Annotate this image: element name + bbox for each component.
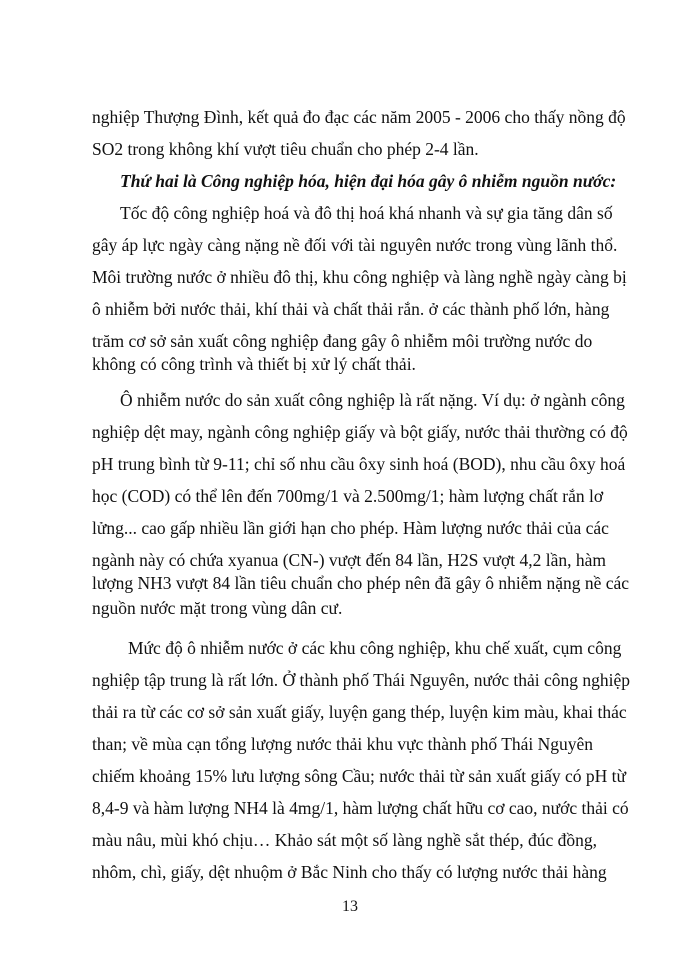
text-line: SO2 trong không khí vượt tiêu chuẩn cho phép 2-4 lần. — [92, 139, 479, 159]
text-line: lượng NH3 vượt 84 lần tiêu chuẩn cho phép nên đã gây ô nhiễm nặng nề các — [92, 573, 630, 593]
text-line: thải ra từ các cơ sở sản xuất giấy, luyện gang thép, luyện kim màu, khai thác — [92, 702, 627, 722]
text-line: 8,4-9 và hàm lượng NH4 là 4mg/1, hàm lượng chất hữu cơ cao, nước thải có — [92, 798, 629, 818]
text-line: pH trung bình từ 9-11; chỉ số nhu cầu ôxy sinh hoá (BOD), nhu cầu ôxy hoá — [92, 454, 626, 474]
text-line: học (COD) có thể lên đến 700mg/1 và 2.500mg/1; hàm lượng chất rắn lơ — [92, 486, 604, 506]
text-line: lửng... cao gấp nhiều lần giới hạn cho phép. Hàm lượng nước thải của các — [92, 518, 609, 538]
text-line: chiếm khoảng 15% lưu lượng sông Cầu; nước thải từ sản xuất giấy có pH từ — [92, 766, 626, 786]
text-line: nhôm, chì, giấy, dệt nhuộm ở Bắc Ninh cho thấy có lượng nước thải hàng — [92, 862, 607, 882]
text-line: nghiệp tập trung là rất lớn. Ở thành phố Thái Nguyên, nước thải công nghiệp — [92, 670, 630, 690]
text-line: Mức độ ô nhiễm nước ở các khu công nghiệp, khu chế xuất, cụm công — [128, 638, 622, 658]
text-line: ô nhiễm bởi nước thải, khí thải và chất thải rắn. ở các thành phố lớn, hàng — [92, 299, 610, 319]
text-line: gây áp lực ngày càng nặng nề đối với tài nguyên nước trong vùng lãnh thổ. — [92, 235, 618, 255]
text-line: không có công trình và thiết bị xử lý chất thải. — [92, 354, 416, 374]
section-heading: Thứ hai là Công nghiệp hóa, hiện đại hóa gây ô nhiễm nguồn nước: — [120, 171, 617, 191]
text-line: màu nâu, mùi khó chịu… Khảo sát một số làng nghề sắt thép, đúc đồng, — [92, 830, 597, 850]
text-line: nguồn nước mặt trong vùng dân cư. — [92, 598, 343, 618]
text-line: trăm cơ sở sản xuất công nghiệp đang gây ô nhiễm môi trường nước do — [92, 331, 593, 351]
text-line: than; về mùa cạn tổng lượng nước thải khu vực thành phố Thái Nguyên — [92, 734, 594, 754]
page-number: 13 — [342, 898, 358, 915]
text-line: nghiệp dệt may, ngành công nghiệp giấy và bột giấy, nước thải thường có độ — [92, 422, 628, 442]
text-line: Tốc độ công nghiệp hoá và đô thị hoá khá nhanh và sự gia tăng dân số — [120, 203, 613, 223]
text-line: nghiệp Thượng Đình, kết quả đo đạc các năm 2005 - 2006 cho thấy nồng độ — [92, 107, 626, 127]
text-line: ngành này có chứa xyanua (CN-) vượt đến 84 lần, H2S vượt 4,2 lần, hàm — [92, 550, 607, 570]
text-line: Ô nhiễm nước do sản xuất công nghiệp là rất nặng. Ví dụ: ở ngành công — [120, 390, 625, 410]
text-line: Môi trường nước ở nhiều đô thị, khu công nghiệp và làng nghề ngày càng bị — [92, 267, 627, 287]
